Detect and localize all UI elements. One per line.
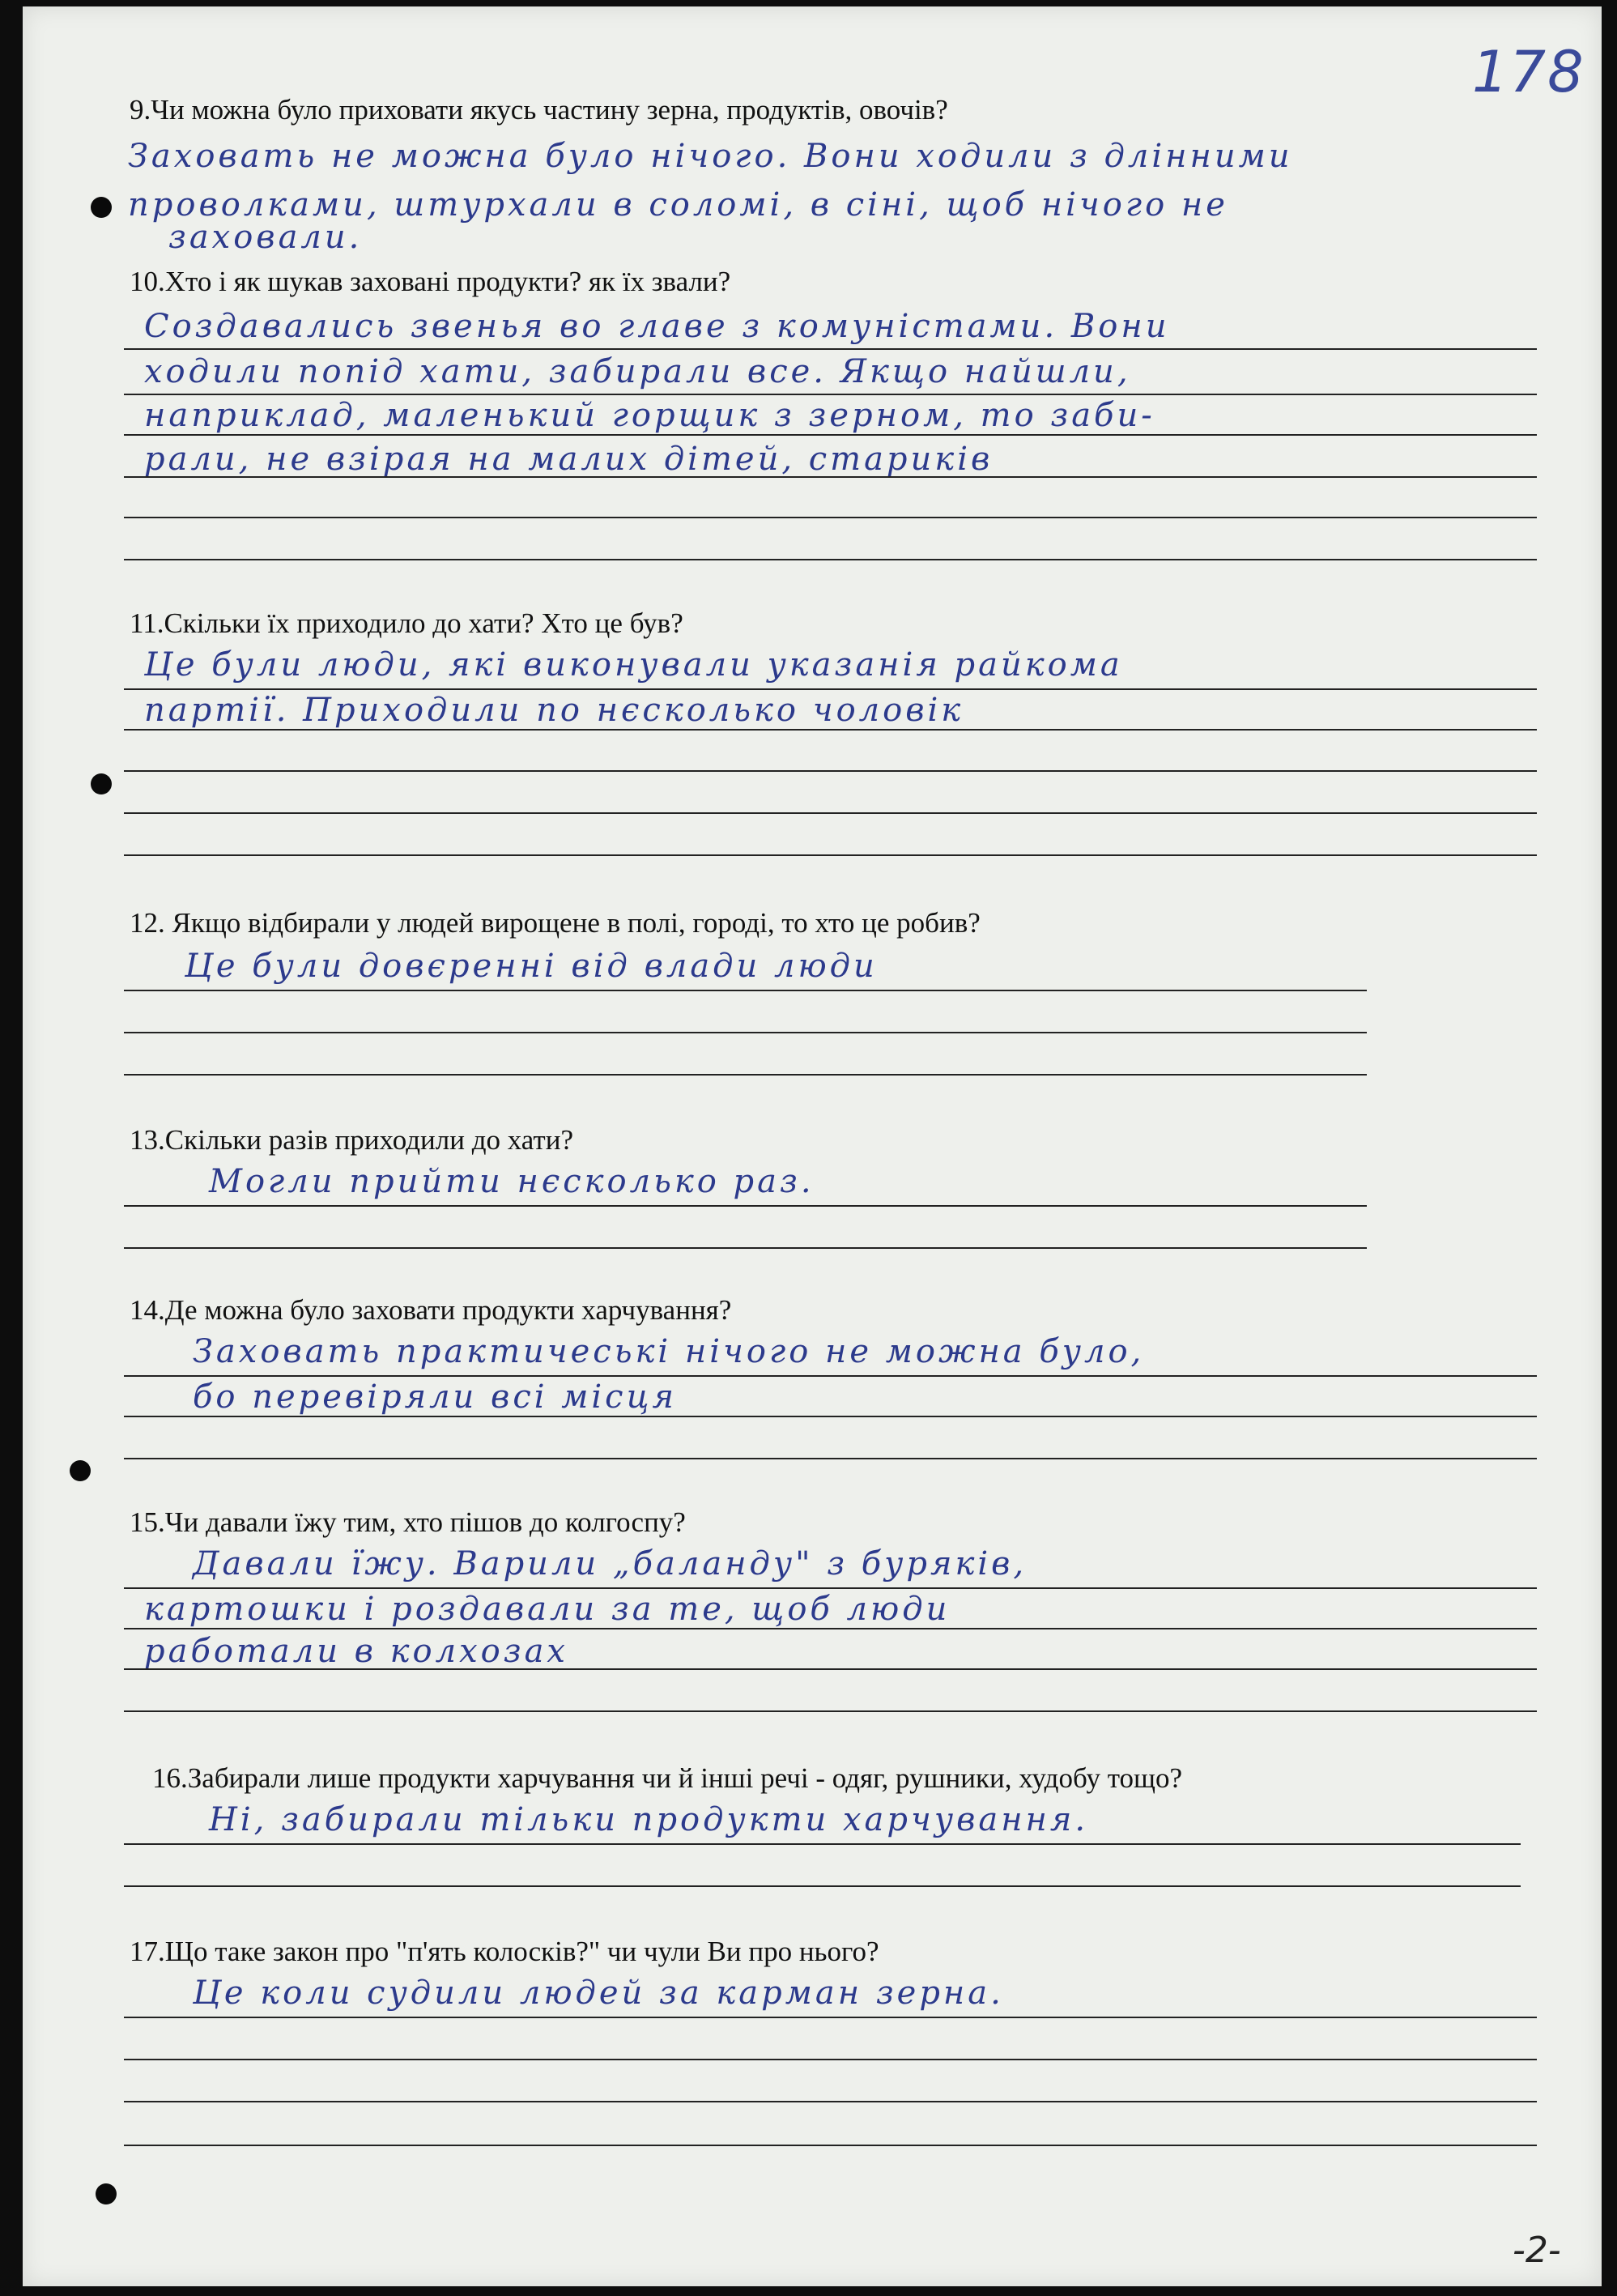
question-16: 16.Забирали лише продукти харчування чи й інші речі - одяг, рушники, худобу тощо? (152, 1762, 1183, 1794)
answer-16-line-1: Ні, забирали тільки продукти харчування. (209, 1801, 1089, 1838)
punch-hole (70, 1460, 91, 1481)
answer-15-line-1: Давали їжу. Варили „баланду" з буряків, (193, 1545, 1028, 1582)
question-11: 11.Скільки їх приходило до хати? Хто це був? (130, 607, 683, 639)
answer-line (124, 1247, 1367, 1249)
answer-9-line-1: Заховать не можна було нічого. Вони ходили з длінними (128, 138, 1293, 175)
answer-line (124, 1458, 1537, 1459)
handwritten-page-number: 178 (1472, 39, 1585, 105)
answer-line (124, 1885, 1521, 1887)
answer-line (124, 1416, 1537, 1417)
answer-line (124, 1843, 1521, 1845)
footer-page-mark: -2- (1513, 2230, 1561, 2271)
question-12: 12. Якщо відбирали у людей вирощене в полі, городі, то хто це робив? (130, 907, 981, 939)
question-17: 17.Що таке закон про "п'ять колосків?" чи чули Ви про нього? (130, 1936, 879, 1967)
answer-line (124, 1710, 1537, 1712)
punch-hole (96, 2183, 117, 2204)
answer-15-line-2: картошки і роздавали за те, щоб люди (144, 1591, 951, 1628)
answer-line (124, 990, 1367, 991)
answer-13-line-1: Могли прийти нєсколько раз. (209, 1163, 815, 1200)
answer-12-line-1: Це були довєренні від влади люди (185, 948, 878, 985)
answer-line (124, 476, 1537, 478)
answer-14-line-2: бо перевіряли всі місця (193, 1378, 677, 1416)
answer-line (124, 2017, 1537, 2018)
answer-10-line-1: Создавались звенья во главе з комуністами. Вони (144, 308, 1170, 345)
answer-line (124, 1587, 1537, 1589)
answer-17-line-1: Це коли судили людей за карман зерна. (193, 1974, 1004, 2012)
answer-line (124, 348, 1537, 350)
answer-11-line-2: партії. Приходили по нєсколько чоловік (144, 692, 964, 729)
punch-hole (91, 197, 112, 218)
answer-line (124, 1375, 1537, 1377)
answer-line (124, 770, 1537, 772)
answer-line (124, 1032, 1367, 1033)
answer-10-line-3: наприклад, маленький горщик з зерном, то заби- (144, 397, 1155, 434)
answer-line (124, 1205, 1367, 1207)
answer-line (124, 559, 1537, 560)
answer-line (124, 394, 1537, 395)
answer-line (124, 2145, 1537, 2146)
answer-line (124, 1668, 1537, 1670)
answer-line (124, 1074, 1367, 1076)
answer-line (124, 688, 1537, 690)
question-15: 15.Чи давали їжу тим, хто пішов до колгоспу? (130, 1506, 686, 1538)
question-13: 13.Скільки разів приходили до хати? (130, 1124, 573, 1156)
answer-line (124, 2059, 1537, 2060)
answer-14-line-1: Заховать практичеські нічого не можна було, (193, 1333, 1145, 1370)
answer-10-line-4: рали, не взірая на малих дітей, стариків (144, 441, 994, 478)
question-10: 10.Хто і як шукав заховані продукти? як їх звали? (130, 266, 731, 297)
answer-line (124, 1628, 1537, 1629)
answer-line (124, 517, 1537, 518)
answer-15-line-3: работали в колхозах (144, 1633, 568, 1670)
answer-9-line-3: заховали. (168, 219, 363, 256)
answer-9-line-2: проволками, штурхали в соломі, в сіні, щоб нічого не (128, 186, 1228, 224)
answer-line (124, 2101, 1537, 2102)
questionnaire-page (23, 6, 1602, 2286)
answer-10-line-2: ходили попід хати, забирали все. Якщо найшли, (144, 353, 1131, 390)
punch-hole (91, 773, 112, 794)
answer-line (124, 729, 1537, 731)
question-9: 9.Чи можна було приховати якусь частину зерна, продуктів, овочів? (130, 94, 948, 126)
answer-line (124, 434, 1537, 436)
answer-11-line-1: Це були люди, які виконували указанія райкома (144, 646, 1123, 684)
answer-line (124, 854, 1537, 856)
answer-line (124, 812, 1537, 814)
question-14: 14.Де можна було заховати продукти харчування? (130, 1294, 732, 1326)
